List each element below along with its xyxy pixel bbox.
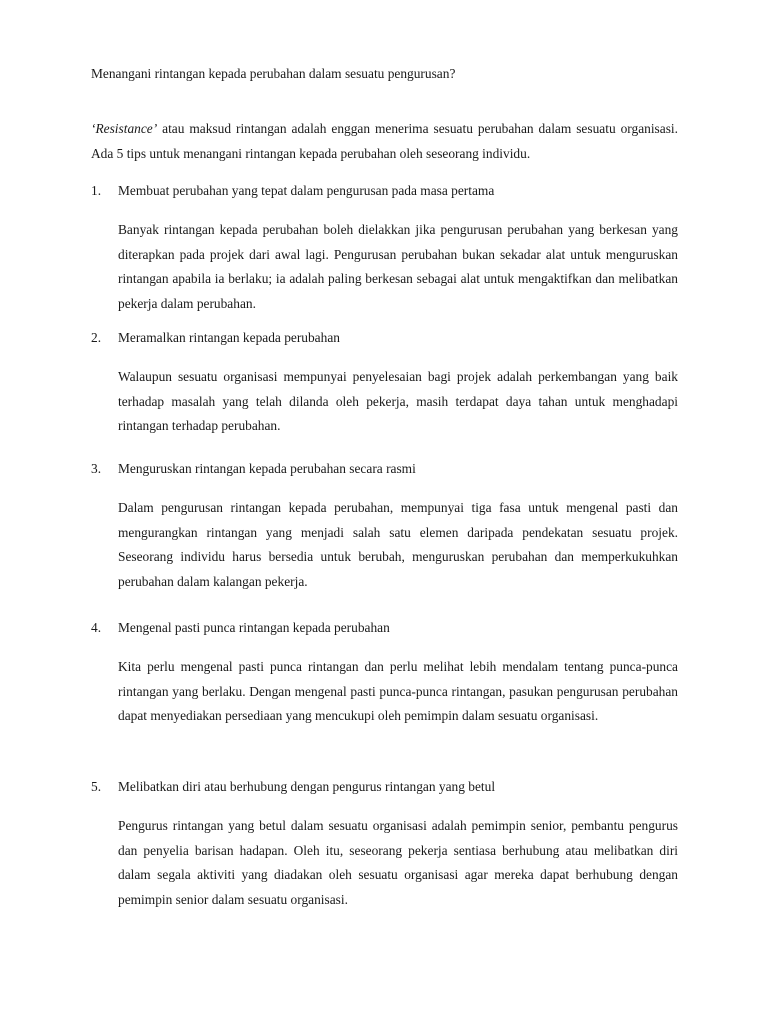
document-title: Menangani rintangan kepada perubahan dalam sesuatu pengurusan? [91,66,456,81]
section-heading-1 [91,181,681,201]
section-heading-text: Menguruskan rintangan kepada perubahan secara rasmi [118,461,416,476]
section-number: 2. [91,330,102,345]
section-body-5: Pengurus rintangan yang betul dalam sesuatu organisasi adalah pemimpin senior, pembantu pengurus dan penyelia barisan hadapan. Oleh itu, seseorang pekerja sentiasa berhubung atau melibatkan diri dalam segala aktiviti yang diadakan oleh sesuatu organisasi agar mereka dapat berhubung dengan pemimpin senior dalam sesuatu organisasi. [118,818,678,907]
section-heading-4 [91,618,681,638]
section-number: 1. [91,183,102,198]
section-heading-text: Melibatkan diri atau berhubung dengan pengurus rintangan yang betul [118,779,496,794]
section-number: 4. [91,620,102,635]
section-body-3: Dalam pengurusan rintangan kepada perubahan, mempunyai tiga fasa untuk mengenal pasti dan mengurangkan rintangan yang menjadi salah satu elemen daripada pendekatan sesuatu projek. Seseorang individu harus bersedia untuk berubah, menguruskan perubahan dan memperkukuhkan perubahan dalam kalangan pekerja. [118,500,678,589]
section-heading-text: Mengenal pasti punca rintangan kepada perubahan [118,620,390,635]
section-heading-5 [91,777,681,797]
section-body-2: Walaupun sesuatu organisasi mempunyai penyelesaian bagi projek adalah perkembangan yang baik terhadap masalah yang telah dilanda oleh pekerja, masih terdapat daya tahan untuk menghadapi rintangan terhadap perubahan. [118,369,678,433]
section-heading-2 [91,328,681,348]
section-body-1: Banyak rintangan kepada perubahan boleh dielakkan jika pengurusan perubahan yang berkesan yang diterapkan pada projek dari awal lagi. Pengurusan perubahan bukan sekadar alat untuk menguruskan rintangan apabila ia berlaku; ia adalah paling berkesan sebagai alat untuk mengaktifkan dan melibatkan pekerja dalam perubahan. [118,222,678,311]
intro-text: atau maksud rintangan adalah enggan menerima sesuatu perubahan dalam sesuatu organisasi. Ada 5 tips untuk menangani rintangan kepada perubahan oleh seseorang individu. [91,121,678,161]
section-heading-text: Meramalkan rintangan kepada perubahan [118,330,340,345]
section-body-4: Kita perlu mengenal pasti punca rintangan dan perlu melihat lebih mendalam tentang punca-punca rintangan yang berlaku. Dengan mengenal pasti punca-punca rintangan, pasukan pengurusan perubahan dapat menyediakan persediaan yang mencukupi oleh pemimpin dalam sesuatu organisasi. [118,659,678,723]
intro-lead-term: ‘Resistance’ [91,121,158,136]
section-number: 3. [91,461,102,476]
section-heading-3 [91,459,681,479]
intro-paragraph [91,116,678,166]
section-heading-text: Membuat perubahan yang tepat dalam pengurusan pada masa pertama [118,183,495,198]
section-number: 5. [91,779,102,794]
